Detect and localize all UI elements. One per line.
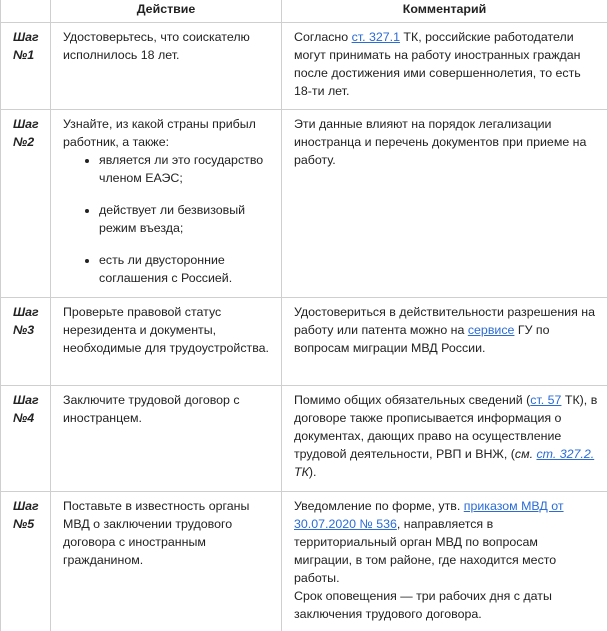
step-cell [1, 23, 51, 110]
header-action: Действие [51, 0, 282, 23]
comment-text: ТК), в договоре также прописывается информация о документах, дающих право на осуществление трудовой деятельности, РВП и ВНЖ, ( [294, 393, 597, 461]
action-cell [51, 110, 282, 298]
step-label: Шаг [13, 391, 46, 409]
list-item: • является ли это государство членом ЕАЭС; [99, 151, 271, 187]
comment-text: Уведомление по форме, утв. [294, 499, 464, 513]
comment-text: ГУ по вопросам миграции МВД России. [294, 323, 550, 355]
see-label: см. [515, 447, 537, 461]
table-row [1, 386, 608, 492]
action-cell: Поставьте в известность органы МВД о заключении трудового договора с иностранным гражданином. [51, 492, 282, 631]
comment-cell [282, 492, 608, 631]
action-bullet-list [63, 151, 271, 287]
step-number: №2 [13, 133, 46, 151]
table-row [1, 298, 608, 386]
comment-text: , направляется в территориальный орган МВД по вопросам миграции, в том районе, где находится место работы. [294, 517, 556, 585]
step-number: №1 [13, 46, 46, 64]
step-number: №5 [13, 515, 46, 533]
table-header-row [1, 0, 608, 23]
comment-text: ). [309, 465, 317, 479]
order-link[interactable]: приказом МВД от 30.07.2020 № 536 [294, 499, 564, 531]
table-row [1, 110, 608, 298]
step-number: №3 [13, 321, 46, 339]
step-cell [1, 492, 51, 631]
list-item: • действует ли безвизовый режим въезда; [99, 201, 271, 237]
service-link[interactable]: сервисе [468, 323, 515, 337]
action-intro: Узнайте, из какой страны прибыл работник, а также: [63, 115, 271, 151]
table-row [1, 492, 608, 631]
step-cell [1, 386, 51, 492]
article-link[interactable]: ст. 327.1 [352, 30, 400, 44]
comment-text: ТК, российские работодатели могут принимать на работу иностранных граждан после достижения ими совершеннолетия, то есть 18-ти лет. [294, 30, 581, 98]
article-link[interactable]: ст. 327.2. [536, 447, 594, 461]
step-label: Шаг [13, 303, 46, 321]
step-label: Шаг [13, 115, 46, 133]
comment-text: Срок оповещения — три рабочих дня с даты заключения трудового договора. [294, 589, 552, 621]
step-number: №4 [13, 409, 46, 427]
comment-cell [282, 23, 608, 110]
comment-cell: Эти данные влияют на порядок легализации иностранца и перечень документов при приеме на работу. [282, 110, 608, 298]
comment-text: Удостовериться в действительности разрешения на работу или патента можно на [294, 305, 595, 337]
table-row [1, 23, 608, 110]
step-cell [1, 110, 51, 298]
action-cell: Заключите трудовой договор с иностранцем. [51, 386, 282, 492]
action-cell: Удостоверьтесь, что соискателю исполнилось 18 лет. [51, 23, 282, 110]
header-comment: Комментарий [282, 0, 608, 23]
comment-text: Согласно [294, 30, 352, 44]
article-link[interactable]: ст. 57 [530, 393, 561, 407]
step-label: Шаг [13, 497, 46, 515]
step-label: Шаг [13, 28, 46, 46]
comment-cell [282, 298, 608, 386]
comment-cell [282, 386, 608, 492]
header-step [1, 0, 51, 23]
step-cell [1, 298, 51, 386]
comment-text: Помимо общих обязательных сведений ( [294, 393, 530, 407]
tk-label: ТК [294, 465, 309, 479]
action-cell: Проверьте правовой статус нерезидента и документы, необходимые для трудоустройства. [51, 298, 282, 386]
list-item: • есть ли двусторонние соглашения с Россией. [99, 251, 271, 287]
